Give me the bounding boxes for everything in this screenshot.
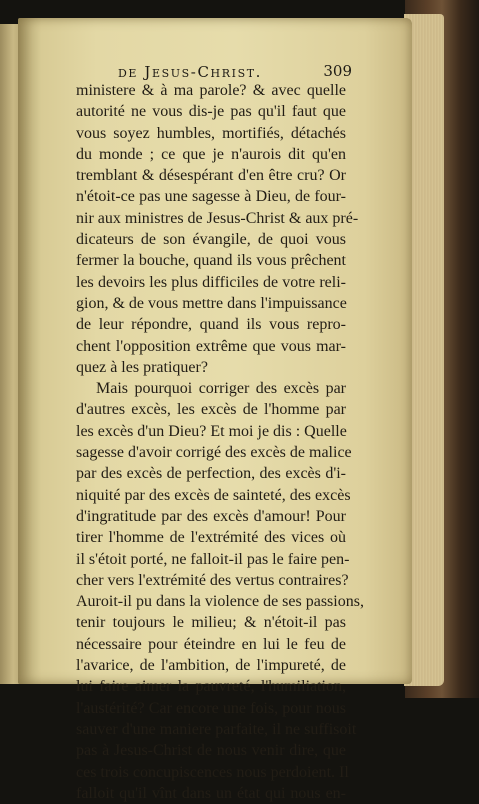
text-line: de leur répondre, quand ils vous repro-: [76, 316, 346, 334]
text-line: ministere & à ma parole? & avec quelle: [76, 82, 346, 99]
text-line: il s'étoit porté, ne falloit-il pas le faire pen-: [76, 550, 350, 568]
text-line: nécessaire pour éteindre en lui le feu de: [76, 635, 346, 653]
text-line: cher vers l'extrémité des vertus contraires?: [76, 571, 349, 589]
text-line: chent l'opposition extrême que vous mar-: [76, 337, 346, 355]
text-line: niquité par des excès de sainteté, des excès: [76, 486, 351, 504]
text-line: les devoirs les plus difficiles de votre reli-: [76, 273, 346, 291]
text-line: par des excès de perfection, des excès d'i-: [76, 465, 346, 483]
text-line: l'avarice, de l'ambition, de l'impureté, de: [76, 657, 346, 675]
text-line: lui faire aimer la pauvreté, l'humiliation,: [76, 678, 346, 696]
text-line: nir aux ministres de Jesus-Christ & aux pré-: [76, 209, 359, 227]
text-line: vous soyez humbles, mortifiés, détachés: [76, 124, 346, 142]
text-line: quez à les pratiquer?: [76, 358, 208, 376]
page-number: 309: [323, 62, 352, 80]
text-line: fermer la bouche, quand ils vous prêchent: [76, 252, 346, 270]
running-title: de Jesus-Christ.: [118, 63, 263, 81]
text-line: sagesse d'avoir corrigé des excès de malice: [76, 444, 352, 462]
text-line: d'autres excès, les excès de l'homme par: [76, 401, 346, 419]
text-line: d'ingratitude par des excès d'amour! Pour: [76, 507, 346, 525]
text-line: tremblant & désespérant d'en être cru? Or: [76, 167, 346, 185]
text-line: gion, & de vous mettre dans l'impuissance: [76, 294, 347, 312]
text-line: du monde ; ce que je n'aurois dit qu'en: [76, 145, 346, 163]
body-text: [76, 80, 364, 804]
text-line: tenir toujours le milieu; & n'étoit-il pas: [76, 614, 346, 632]
text-line: sauver d'une maniere parfaite, il ne suffisoit: [76, 720, 357, 738]
text-line: falloit qu'il vînt dans un état qui nous en-: [76, 784, 346, 802]
text-line: tirer l'homme de l'extrémité des vices où: [76, 529, 346, 547]
text-line: Auroit-il pu dans la violence de ses passions,: [76, 593, 364, 611]
text-line: Mais pourquoi corriger des excès par: [96, 380, 346, 398]
text-line: l'austérité? Car encore une fois, pour nous: [76, 699, 346, 717]
text-line: pas à Jesus-Christ de nous venir dire, que: [76, 742, 346, 760]
text-line: autorité ne vous dis-je pas qu'il faut que: [76, 103, 346, 121]
text-line: n'étoit-ce pas une sagesse à Dieu, de four-: [76, 188, 346, 206]
text-line: dicateurs de son évangile, de quoi vous: [76, 231, 346, 249]
text-line: ces trois concupiscences nous perdoient. Il: [76, 763, 349, 781]
text-line: les excès d'un Dieu? Et moi je dis : Quelle: [76, 422, 347, 440]
